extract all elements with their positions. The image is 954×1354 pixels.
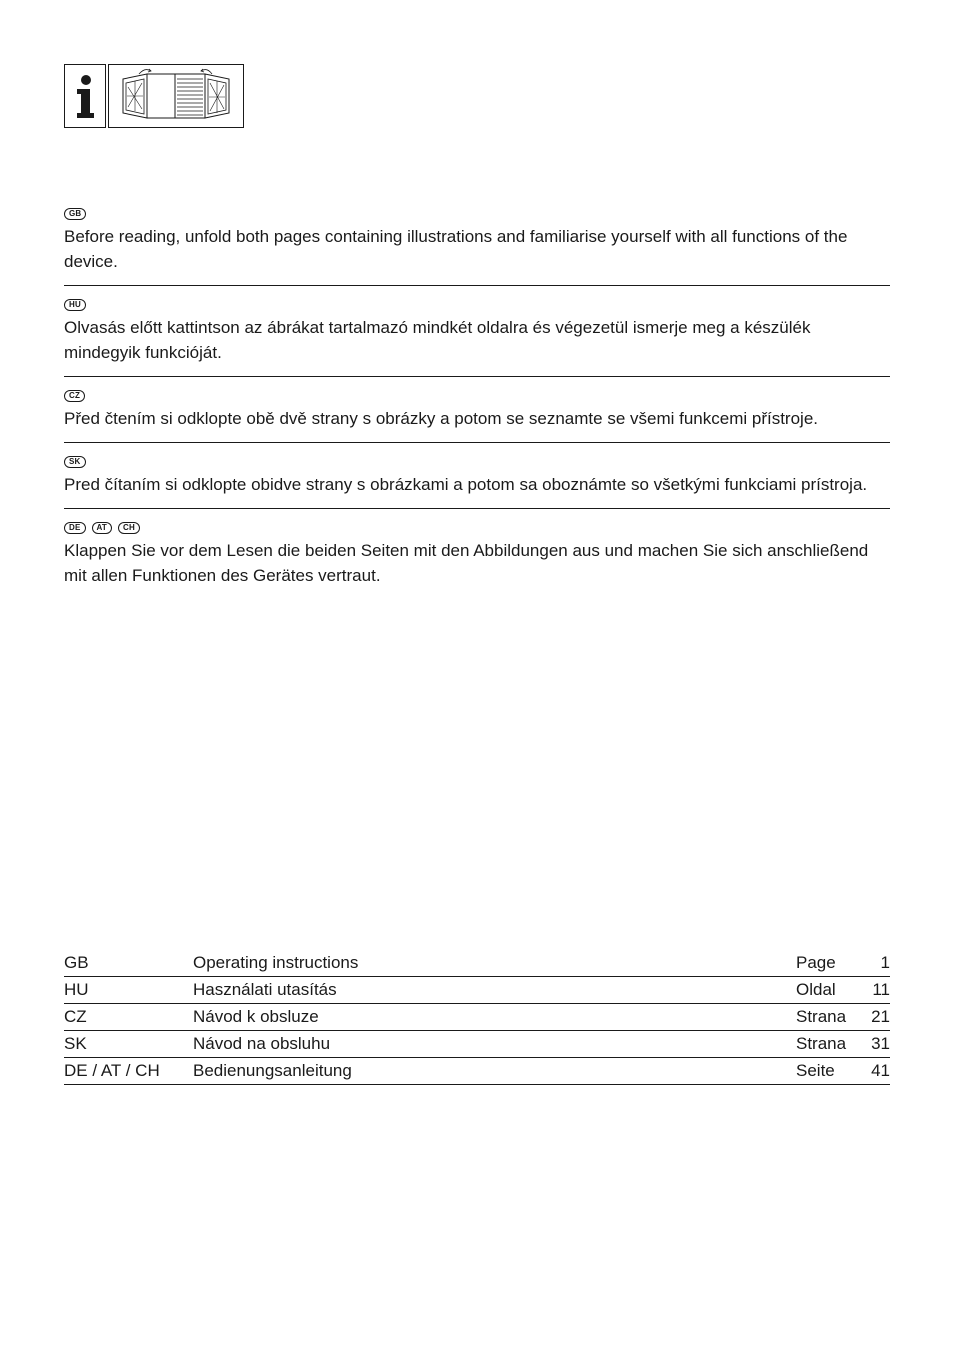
divider xyxy=(64,376,890,377)
toc-row[interactable] xyxy=(64,950,890,977)
language-badge: HU xyxy=(64,299,86,311)
unfold-pages-icon xyxy=(108,64,244,128)
toc-page-number: 21 xyxy=(850,1004,890,1031)
toc-page-number: 31 xyxy=(850,1031,890,1058)
toc-language-code: DE / AT / CH xyxy=(64,1058,193,1085)
toc-page-number: 11 xyxy=(850,977,890,1004)
toc-language-code: GB xyxy=(64,950,193,977)
toc-title: Bedienungsanleitung xyxy=(193,1058,796,1085)
notice-de-at-ch xyxy=(64,518,890,588)
toc-language-code: HU xyxy=(64,977,193,1004)
divider xyxy=(64,442,890,443)
table-of-contents xyxy=(64,950,890,1085)
toc-title: Operating instructions xyxy=(193,950,796,977)
notice-text: Olvasás előtt kattintson az ábrákat tartalmazó mindkét oldalra és végezetül ismerje meg a készülék mindegyik funkcióját. xyxy=(64,318,811,362)
toc-page-label: Strana xyxy=(796,1004,850,1031)
toc-row[interactable] xyxy=(64,977,890,1004)
toc-page-label: Oldal xyxy=(796,977,850,1004)
language-badge: AT xyxy=(92,522,112,534)
notice-text: Před čtením si odklopte obě dvě strany s obrázky a potom se seznamte se všemi funkcemi přístroje. xyxy=(64,409,819,428)
info-icon xyxy=(64,64,106,128)
toc-row[interactable] xyxy=(64,1058,890,1085)
toc-row[interactable] xyxy=(64,1004,890,1031)
language-badge: CH xyxy=(118,522,140,534)
notice-text: Before reading, unfold both pages containing illustrations and familiarise yourself with all functions of the device. xyxy=(64,227,848,271)
toc-row[interactable] xyxy=(64,1031,890,1058)
toc-page-label: Page xyxy=(796,950,850,977)
toc-title: Návod k obsluze xyxy=(193,1004,796,1031)
notice-hu xyxy=(64,295,890,365)
language-badge: CZ xyxy=(64,390,85,402)
toc-page-label: Seite xyxy=(796,1058,850,1085)
divider xyxy=(64,508,890,509)
toc-language-code: CZ xyxy=(64,1004,193,1031)
toc-page-number: 41 xyxy=(850,1058,890,1085)
divider xyxy=(64,285,890,286)
toc-title: Használati utasítás xyxy=(193,977,796,1004)
notice-text: Klappen Sie vor dem Lesen die beiden Seiten mit den Abbildungen aus und machen Sie sich anschließend mit allen Funktionen des Gerätes vertraut. xyxy=(64,541,869,585)
language-badge: DE xyxy=(64,522,86,534)
toc-page-label: Strana xyxy=(796,1031,850,1058)
toc-title: Návod na obsluhu xyxy=(193,1031,796,1058)
notice-sk xyxy=(64,452,890,497)
toc-page-number: 1 xyxy=(850,950,890,977)
language-badge: GB xyxy=(64,208,86,220)
toc-language-code: SK xyxy=(64,1031,193,1058)
notice-gb xyxy=(64,204,890,274)
notice-cz xyxy=(64,386,890,431)
notice-text: Pred čítaním si odklopte obidve strany s obrázkami a potom sa oboznámte so všetkými funkciami prístroja. xyxy=(64,475,868,494)
language-badge: SK xyxy=(64,456,86,468)
